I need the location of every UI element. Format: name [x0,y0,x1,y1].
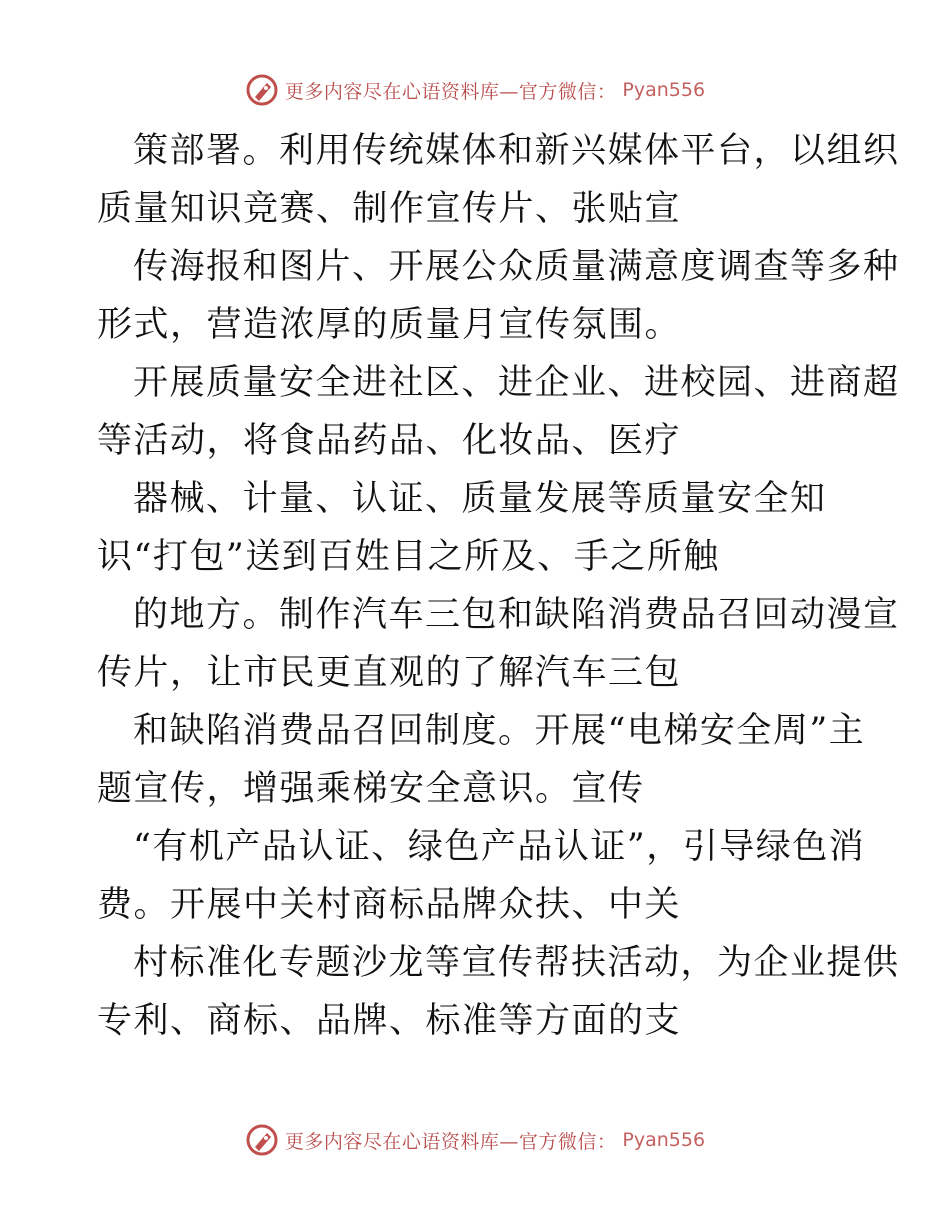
pen-nib-logo-icon [245,73,279,107]
header-watermark-text: 更多内容尽在心语资料库—官方微信： [284,80,617,103]
footer-watermark-text: 更多内容尽在心语资料库—官方微信： [284,1130,617,1153]
header-watermark [0,70,950,110]
text-line: 器械、计量、认证、质量发展等质量安全知 [133,479,827,519]
pen-nib-logo-icon [245,1123,279,1157]
text-line: 传片，让市民更直观的了解汽车三包 [97,653,682,693]
text-line: 传海报和图片、开展公众质量满意度调查等多种 [133,247,900,287]
text-line: 费。开展中关村商标品牌众扶、中关 [97,885,682,925]
text-line: 题宣传，增强乘梯安全意识。宣传 [97,769,645,809]
text-line: 村标准化专题沙龙等宣传帮扶活动，为企业提供 [133,943,900,983]
text-line: 的地方。制作汽车三包和缺陷消费品召回动漫宣 [133,595,900,635]
text-line: 开展质量安全进社区、进企业、进校园、进商超 [133,363,900,403]
text-line: 质量知识竞赛、制作宣传片、张贴宣 [97,189,682,229]
text-line: 策部署。利用传统媒体和新兴媒体平台，以组织 [133,131,900,171]
footer-watermark-id: Pyan556 [622,1129,706,1151]
text-line: “有机产品认证、绿色产品认证”，引导绿色消 [133,827,866,867]
text-line: 识“打包”送到百姓目之所及、手之所触 [97,537,720,577]
text-line: 和缺陷消费品召回制度。开展“电梯安全周”主 [133,711,866,751]
text-line: 等活动，将食品药品、化妆品、医疗 [97,421,682,461]
text-line: 形式，营造浓厚的质量月宣传氛围。 [97,305,682,345]
text-line: 专利、商标、品牌、标准等方面的支 [97,1001,682,1041]
document-body [97,122,900,1050]
header-watermark-id: Pyan556 [622,79,706,101]
footer-watermark [0,1120,950,1160]
